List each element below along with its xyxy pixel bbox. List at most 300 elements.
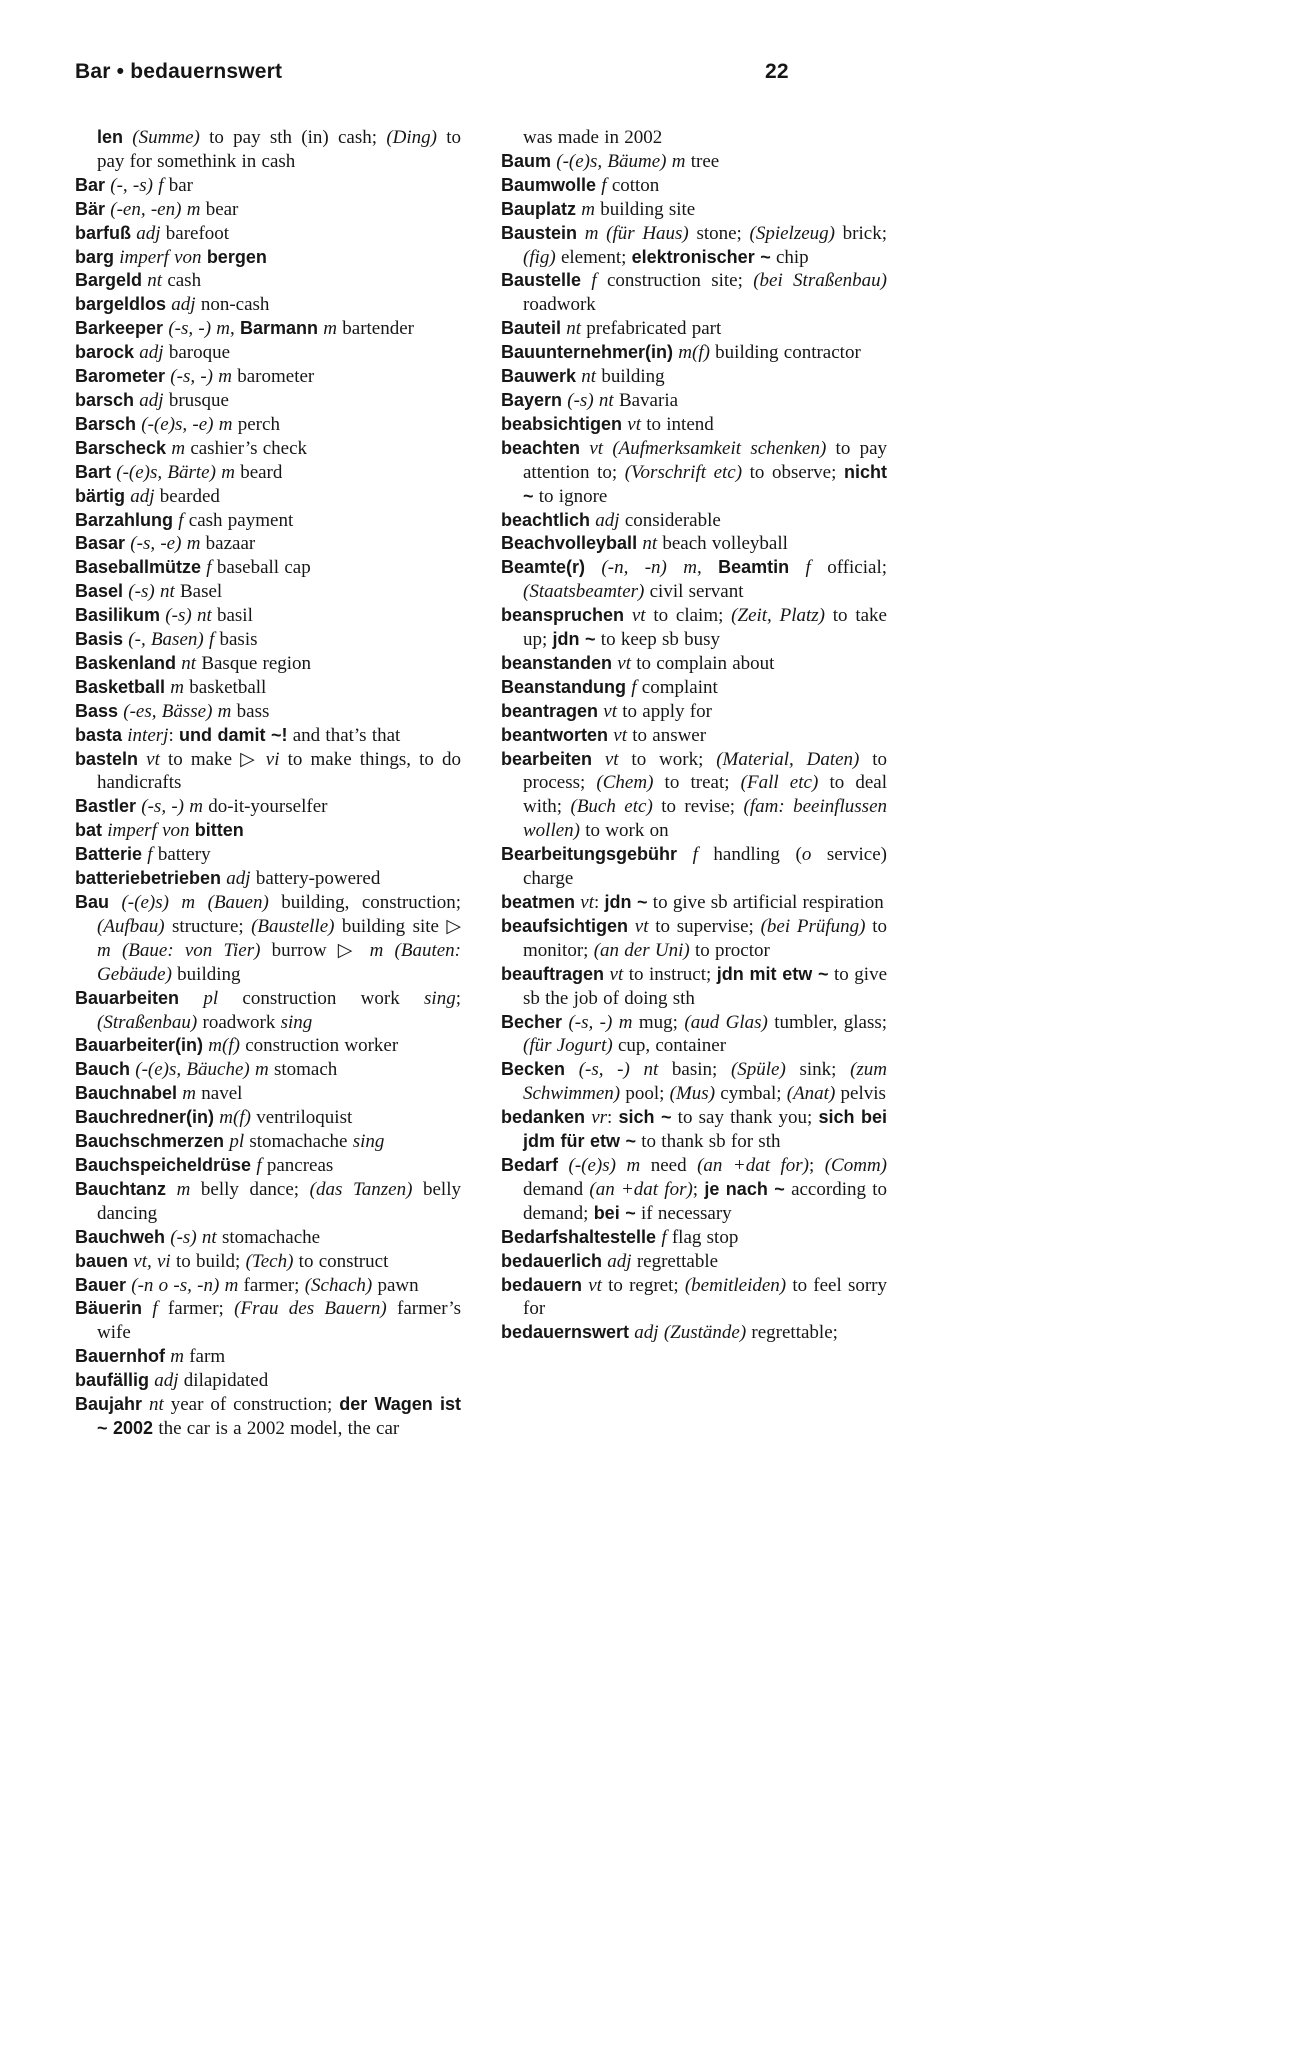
grammar-label: nt bbox=[181, 652, 197, 674]
dictionary-entry: Bauchweh (-s) nt stomachache bbox=[75, 1226, 321, 1248]
grammar-label: (-(e)s, Bärte) bbox=[116, 461, 216, 483]
grammar-label: m bbox=[221, 461, 235, 483]
dictionary-entry: Bauunternehmer(in) m(f) building contractor bbox=[501, 342, 861, 364]
dictionary-entry: basta interj: und damit ~! and that’s that bbox=[75, 724, 401, 746]
grammar-label: (Tech) bbox=[245, 1250, 294, 1272]
page-number: 22 bbox=[765, 60, 789, 83]
headword-or-bold-phrase: Basilikum bbox=[75, 605, 161, 626]
dictionary-entry: beabsichtigen vt to intend bbox=[501, 413, 714, 435]
dictionary-entry: Bau (-(e)s) m (Bauen) building, construction; (Aufbau) structure; (Baustelle) building site ▷ m (Baue: von Tier) burrow ▷ m (Bauten: Gebäude) building bbox=[75, 892, 462, 985]
grammar-label: (-s) bbox=[567, 389, 594, 411]
dictionary-entry: Bäuerin f farmer; (Frau des Bauern) farmer’s wife bbox=[75, 1298, 461, 1344]
headword-or-bold-phrase: und damit ~! bbox=[178, 724, 288, 745]
grammar-label: sing bbox=[352, 1131, 385, 1153]
headword-or-bold-phrase: bärtig bbox=[75, 485, 126, 506]
dictionary-entry: beatmen vt: jdn ~ to give sb artificial respiration bbox=[501, 892, 884, 913]
headword-or-bold-phrase: Becken bbox=[501, 1059, 566, 1080]
grammar-label: (fig) bbox=[523, 246, 556, 268]
headword-or-bold-phrase: bat bbox=[75, 820, 102, 841]
grammar-label: pl bbox=[203, 987, 219, 1009]
grammar-label: vt bbox=[603, 700, 617, 722]
grammar-label: m(f) bbox=[208, 1035, 240, 1057]
grammar-label: adj bbox=[595, 509, 620, 531]
grammar-label: (an +dat for) bbox=[697, 1154, 809, 1176]
dictionary-entry: beaufsichtigen vt to supervise; (bei Prüfung) to monitor; (an der Uni) to proctor bbox=[501, 915, 887, 961]
grammar-label: adj bbox=[226, 868, 251, 890]
headword-or-bold-phrase: Bart bbox=[75, 461, 112, 482]
dictionary-entry: Bedarf (-(e)s) m need (an +dat for); (Comm) demand (an +dat for); je nach ~ according to demand; bei ~ if necessary bbox=[501, 1154, 888, 1224]
dictionary-entry: baufällig adj dilapidated bbox=[75, 1370, 269, 1392]
grammar-label: nt bbox=[643, 1059, 659, 1081]
dictionary-entry: Bauchnabel m navel bbox=[75, 1083, 243, 1105]
grammar-label: m bbox=[584, 222, 599, 244]
headword-or-bold-phrase: Bargeld bbox=[75, 270, 143, 291]
grammar-label: vt bbox=[580, 892, 594, 913]
headword-or-bold-phrase: Bauchnabel bbox=[75, 1083, 178, 1104]
grammar-label: f bbox=[591, 270, 597, 292]
grammar-label: m bbox=[581, 198, 595, 220]
grammar-label: f bbox=[208, 629, 215, 651]
grammar-label: imperf von bbox=[119, 246, 202, 268]
headword-or-bold-phrase: Barscheck bbox=[75, 437, 167, 458]
headword-or-bold-phrase: Bar bbox=[75, 174, 106, 195]
headword-or-bold-phrase: Bass bbox=[75, 700, 119, 721]
grammar-label: m bbox=[216, 318, 230, 340]
headword-or-bold-phrase: Bayern bbox=[501, 389, 563, 410]
grammar-label: m bbox=[626, 1154, 641, 1176]
grammar-label: (Spielzeug) bbox=[749, 222, 835, 244]
grammar-label: o bbox=[801, 844, 812, 866]
grammar-label: m bbox=[176, 1178, 191, 1200]
dictionary-entry: Bauchschmerzen pl stomachache sing bbox=[75, 1131, 385, 1153]
headword-or-bold-phrase: Baustein bbox=[501, 222, 578, 243]
dictionary-entry bbox=[75, 246, 461, 270]
grammar-label: m bbox=[671, 150, 686, 172]
dictionary-entry: barock adj baroque bbox=[75, 342, 231, 364]
headword-or-bold-phrase: Bastler bbox=[75, 796, 137, 817]
grammar-label: (fam: beeinflussen wollen) bbox=[523, 796, 888, 842]
headword-or-bold-phrase: Barzahlung bbox=[75, 509, 174, 530]
headword-or-bold-phrase: beanstanden bbox=[501, 652, 613, 673]
guide-words: Bar • bedauernswert bbox=[75, 60, 283, 83]
grammar-label: f bbox=[692, 844, 698, 866]
dictionary-entry: barsch adj brusque bbox=[75, 389, 229, 411]
headword-or-bold-phrase: bei ~ bbox=[593, 1202, 636, 1223]
dictionary-entry: beantragen vt to apply for bbox=[501, 700, 712, 722]
headword-or-bold-phrase: beatmen bbox=[501, 892, 576, 912]
dictionary-entry: beanspruchen vt to claim; (Zeit, Platz) to take up; jdn ~ to keep sb busy bbox=[501, 605, 887, 651]
grammar-label: (Comm) bbox=[824, 1154, 888, 1176]
dictionary-entry: Bauer (-n o -s, -n) m farmer; (Schach) pawn bbox=[75, 1274, 419, 1296]
grammar-label: vt bbox=[617, 652, 631, 674]
grammar-label: (an der Uni) bbox=[593, 939, 690, 961]
dictionary-entry: Bauchtanz m belly dance; (das Tanzen) belly dancing bbox=[75, 1178, 461, 1224]
grammar-label: m bbox=[218, 413, 233, 435]
headword-or-bold-phrase: Baumwolle bbox=[501, 174, 597, 195]
headword-or-bold-phrase: Barometer bbox=[75, 366, 166, 387]
dictionary-entry: bärtig adj bearded bbox=[75, 485, 220, 507]
headword-or-bold-phrase: beachten bbox=[501, 437, 581, 458]
grammar-label: vt bbox=[613, 724, 627, 746]
grammar-label: f bbox=[178, 509, 184, 531]
headword-or-bold-phrase: Basketball bbox=[75, 676, 166, 697]
grammar-label: (Mus) bbox=[669, 1083, 716, 1105]
grammar-label: vr bbox=[591, 1107, 608, 1129]
dictionary-entry: Bär (-en, -en) m bear bbox=[75, 198, 239, 220]
headword-or-bold-phrase: Bauernhof bbox=[75, 1346, 165, 1367]
headword-or-bold-phrase: beantragen bbox=[501, 700, 599, 721]
grammar-label: nt bbox=[566, 318, 582, 340]
dictionary-entry: Baujahr nt year of construction; der Wagen ist ~ 2002 the car is a 2002 model, the car bbox=[75, 1394, 462, 1439]
dictionary-entry: Bauarbeiten pl construction work sing; (Straßenbau) roadwork sing bbox=[75, 987, 461, 1033]
headword-or-bold-phrase: Bauchspeicheldrüse bbox=[75, 1154, 252, 1175]
headword-or-bold-phrase: Bedarf bbox=[501, 1154, 559, 1175]
headword-or-bold-phrase: Basar bbox=[75, 533, 126, 554]
dictionary-entry: bedauerlich adj regrettable bbox=[501, 1250, 719, 1272]
headword-or-bold-phrase: barfuß bbox=[75, 222, 131, 243]
grammar-label: m(f) bbox=[219, 1107, 251, 1129]
dictionary-entry: Bargeld nt cash bbox=[75, 270, 202, 292]
headword-or-bold-phrase: Barkeeper bbox=[75, 318, 164, 339]
headword-or-bold-phrase: elektronischer ~ bbox=[631, 246, 771, 267]
headword-or-bold-phrase: beabsichtigen bbox=[501, 413, 623, 434]
headword-or-bold-phrase: Barmann bbox=[240, 318, 319, 339]
dictionary-entry: Barometer (-s, -) m barometer bbox=[75, 366, 315, 388]
grammar-label: vt bbox=[634, 915, 649, 937]
headword-or-bold-phrase: Bär bbox=[75, 198, 106, 219]
headword-or-bold-phrase: barg bbox=[75, 246, 115, 267]
grammar-label: (-, Basen) bbox=[128, 629, 204, 651]
dictionary-entry: beachten vt (Aufmerksamkeit schenken) to pay attention to; (Vorschrift etc) to observe; nicht ~ to ignore bbox=[501, 437, 888, 507]
grammar-label: (Fall etc) bbox=[740, 772, 819, 794]
grammar-label: m bbox=[189, 796, 203, 818]
headword-or-bold-phrase: bedauerlich bbox=[501, 1250, 603, 1271]
grammar-label: (aud Glas) bbox=[684, 1011, 768, 1033]
grammar-label: nt bbox=[642, 533, 658, 555]
headword-or-bold-phrase: bearbeiten bbox=[501, 748, 593, 769]
headword-or-bold-phrase: barsch bbox=[75, 389, 135, 410]
headword-or-bold-phrase: Beachvolleyball bbox=[501, 533, 638, 554]
headword-or-bold-phrase: Bau bbox=[75, 892, 110, 912]
dictionary-entry: Barscheck m cashier’s check bbox=[75, 437, 308, 459]
grammar-label: (Anat) bbox=[786, 1083, 836, 1105]
headword-or-bold-phrase: beaufsichtigen bbox=[501, 915, 629, 936]
headword-or-bold-phrase: jdn ~ bbox=[552, 629, 596, 650]
headword-or-bold-phrase: bauen bbox=[75, 1250, 129, 1271]
headword-or-bold-phrase: Bedarfshaltestelle bbox=[501, 1226, 657, 1247]
entry-continuation: was made in 2002 bbox=[523, 127, 663, 148]
grammar-label: (bemitleiden) bbox=[684, 1274, 787, 1296]
dictionary-entry: Bauchredner(in) m(f) ventriloquist bbox=[75, 1107, 353, 1129]
dictionary-entry: Baustein m (für Haus) stone; (Spielzeug) brick; (fig) element; elektronischer ~ chip bbox=[501, 222, 887, 268]
dictionary-entry: Barsch (-(e)s, -e) m perch bbox=[75, 413, 280, 435]
headword-or-bold-phrase: Basis bbox=[75, 629, 124, 650]
grammar-label: (das Tanzen) bbox=[309, 1178, 413, 1200]
headword-or-bold-phrase: Bauarbeiten bbox=[75, 987, 180, 1008]
grammar-label: (Schach) bbox=[304, 1274, 373, 1296]
dictionary-entry: Bauwerk nt building bbox=[501, 366, 665, 388]
grammar-label: f bbox=[147, 844, 153, 866]
grammar-label: (Summe) bbox=[132, 127, 200, 148]
dictionary-entry: Baumwolle f cotton bbox=[501, 174, 660, 196]
grammar-label: m bbox=[186, 533, 201, 555]
headword-or-bold-phrase: baufällig bbox=[75, 1370, 150, 1391]
dictionary-entry: Bass (-es, Bässe) m bass bbox=[75, 700, 270, 722]
grammar-label: f bbox=[152, 1298, 158, 1320]
dictionary-entry: Basketball m basketball bbox=[75, 676, 267, 698]
headword-or-bold-phrase: je nach ~ bbox=[704, 1178, 785, 1199]
dictionary-entry bbox=[75, 819, 461, 843]
dictionary-entry: Becher (-s, -) m mug; (aud Glas) tumbler, glass; (für Jogurt) cup, container bbox=[501, 1011, 888, 1057]
dictionary-entry: Baum (-(e)s, Bäume) m tree bbox=[501, 150, 720, 172]
headword-or-bold-phrase: Batterie bbox=[75, 844, 143, 865]
grammar-label: (Bauen) bbox=[207, 892, 269, 913]
grammar-label: imperf von bbox=[107, 820, 190, 842]
grammar-label: (bei Prüfung) bbox=[760, 915, 866, 937]
headword-or-bold-phrase: Bäuerin bbox=[75, 1298, 143, 1319]
dictionary-entry: Batterie f battery bbox=[75, 844, 211, 866]
dictionary-entry: Basel (-s) nt Basel bbox=[75, 581, 223, 603]
grammar-label: m bbox=[224, 1274, 239, 1296]
dictionary-entry: bedauernswert adj (Zustände) regrettable; bbox=[501, 1322, 838, 1344]
headword-or-bold-phrase: bedauernswert bbox=[501, 1322, 630, 1343]
headword-or-bold-phrase: barock bbox=[75, 342, 135, 363]
grammar-label: (-(e)s) bbox=[568, 1154, 616, 1176]
dictionary-entry: Bauch (-(e)s, Bäuche) m stomach bbox=[75, 1059, 338, 1081]
headword-or-bold-phrase: nicht ~ bbox=[523, 461, 887, 506]
dictionary-entry: Barzahlung f cash payment bbox=[75, 509, 294, 531]
dictionary-entry: basteln vt to make ▷ vi to make things, to do handicrafts bbox=[75, 748, 461, 794]
headword-or-bold-phrase: Basel bbox=[75, 581, 124, 602]
grammar-label: (Bauten: Gebäude) bbox=[97, 939, 462, 985]
grammar-label: adj bbox=[139, 342, 164, 364]
grammar-label: adj bbox=[171, 294, 196, 316]
grammar-label: sing bbox=[424, 987, 456, 1009]
headword-or-bold-phrase: sich ~ bbox=[618, 1107, 672, 1128]
headword-or-bold-phrase: Beamtin bbox=[718, 557, 790, 578]
grammar-label: m bbox=[683, 557, 697, 579]
grammar-label: (-s, -) bbox=[568, 1011, 613, 1033]
grammar-label: f bbox=[805, 557, 811, 579]
grammar-label: adj bbox=[634, 1322, 659, 1344]
left-column bbox=[75, 126, 461, 1441]
headword-or-bold-phrase: basta bbox=[75, 724, 123, 745]
dictionary-entry: bauen vt, vi to build; (Tech) to construct bbox=[75, 1250, 389, 1272]
dictionary-entry: beantworten vt to answer bbox=[501, 724, 707, 746]
dictionary-entry: Bastler (-s, -) m do-it-yourselfer bbox=[75, 796, 328, 818]
grammar-label: m bbox=[181, 892, 196, 913]
grammar-label: (-s, -) bbox=[141, 796, 184, 818]
dictionary-entry: Bar (-, -s) f bar bbox=[75, 174, 194, 196]
grammar-label: adj bbox=[130, 485, 155, 507]
grammar-label: interj bbox=[127, 724, 169, 746]
grammar-label: nt bbox=[159, 581, 175, 603]
dictionary-entry: Bauchspeicheldrüse f pancreas bbox=[75, 1154, 334, 1176]
grammar-label: (-en, -en) bbox=[110, 198, 182, 220]
grammar-label: (Ding) bbox=[386, 127, 437, 148]
grammar-label: (für Jogurt) bbox=[523, 1035, 613, 1057]
headword-or-bold-phrase: Baum bbox=[501, 150, 552, 171]
dictionary-entry: Basis (-, Basen) f basis bbox=[75, 629, 258, 651]
headword-or-bold-phrase: Baseballmütze bbox=[75, 557, 202, 578]
grammar-label: nt bbox=[201, 1226, 217, 1248]
grammar-label: f bbox=[158, 174, 164, 196]
headword-or-bold-phrase: beantworten bbox=[501, 724, 609, 745]
grammar-label: vt bbox=[604, 748, 619, 770]
grammar-label: (Baustelle) bbox=[251, 915, 335, 937]
dictionary-entry: Bedarfshaltestelle f flag stop bbox=[501, 1226, 739, 1248]
grammar-label: (-s) bbox=[128, 581, 155, 603]
dictionary-entry: batteriebetrieben adj battery-powered bbox=[75, 868, 381, 890]
grammar-label: (-es, Bässe) bbox=[123, 700, 213, 722]
headword-or-bold-phrase: Baujahr bbox=[75, 1394, 143, 1415]
grammar-label: nt bbox=[196, 605, 212, 627]
grammar-label: adj bbox=[136, 222, 161, 244]
dictionary-entry: beanstanden vt to complain about bbox=[501, 652, 775, 674]
grammar-label: (-(e)s, -e) bbox=[141, 413, 214, 435]
grammar-label: (Chem) bbox=[596, 772, 654, 794]
headword-or-bold-phrase: Bauchtanz bbox=[75, 1178, 167, 1199]
grammar-label: vt bbox=[631, 605, 646, 627]
grammar-label: (Straßenbau) bbox=[97, 1011, 198, 1033]
grammar-label: sing bbox=[280, 1011, 313, 1033]
grammar-label: (Baue: von Tier) bbox=[121, 939, 261, 961]
grammar-label: (Zeit, Platz) bbox=[731, 605, 825, 627]
dictionary-entry: Basilikum (-s) nt basil bbox=[75, 605, 253, 627]
headword-or-bold-phrase: Bauarbeiter(in) bbox=[75, 1035, 204, 1056]
grammar-label: m bbox=[170, 676, 185, 698]
grammar-label: adj bbox=[139, 389, 164, 411]
grammar-label: m bbox=[186, 198, 201, 220]
dictionary-entry: Beamte(r) (-n, -n) m, Beamtin f official; (Staatsbeamter) civil servant bbox=[501, 557, 888, 603]
dictionary-entry: Becken (-s, -) nt basin; (Spüle) sink; (zum Schwimmen) pool; (Mus) cymbal; (Anat) pelvis bbox=[501, 1059, 888, 1105]
grammar-label: (Vorschrift etc) bbox=[624, 461, 743, 483]
headword-or-bold-phrase: der Wagen ist ~ 2002 bbox=[97, 1394, 462, 1438]
headword-or-bold-phrase: bergen bbox=[206, 246, 267, 267]
grammar-label: (-, -s) bbox=[110, 174, 153, 196]
headword-or-bold-phrase: Becher bbox=[501, 1011, 563, 1032]
grammar-label: (-n, -n) bbox=[601, 557, 667, 579]
grammar-label: f bbox=[631, 676, 637, 698]
grammar-label: vt bbox=[588, 1274, 602, 1296]
dictionary-entry: Baskenland nt Basque region bbox=[75, 652, 312, 674]
grammar-label: adj bbox=[154, 1370, 179, 1392]
headword-or-bold-phrase: Bauwerk bbox=[501, 366, 577, 387]
dictionary-entry: Bauernhof m farm bbox=[75, 1346, 226, 1368]
grammar-label: (bei Straßenbau) bbox=[753, 270, 887, 292]
headword-or-bold-phrase: jdn mit etw ~ bbox=[716, 963, 829, 984]
grammar-label: nt bbox=[147, 270, 163, 292]
grammar-label: m bbox=[218, 366, 232, 388]
grammar-label: m bbox=[254, 1059, 269, 1081]
dictionary-entry: Baustelle f construction site; (bei Straßenbau) roadwork bbox=[501, 270, 887, 316]
dictionary-entry: bargeldlos adj non-cash bbox=[75, 294, 270, 316]
headword-or-bold-phrase: beanspruchen bbox=[501, 605, 625, 626]
grammar-label: m bbox=[182, 1083, 197, 1105]
dictionary-entry: Beanstandung f complaint bbox=[501, 676, 718, 698]
grammar-label: nt bbox=[598, 389, 614, 411]
grammar-label: (Spüle) bbox=[730, 1059, 786, 1081]
grammar-label: (Buch etc) bbox=[570, 796, 653, 818]
grammar-label: (für Haus) bbox=[606, 222, 689, 244]
grammar-label: vt, vi bbox=[133, 1250, 171, 1272]
headword-or-bold-phrase: Baskenland bbox=[75, 652, 177, 673]
headword-or-bold-phrase: bedauern bbox=[501, 1274, 583, 1295]
dictionary-entry: bedanken vr: sich ~ to say thank you; sich bei jdm für etw ~ to thank sb for sth bbox=[501, 1107, 887, 1153]
dictionary-entry: Bauarbeiter(in) m(f) construction worker bbox=[75, 1035, 399, 1057]
headword-or-bold-phrase: beachtlich bbox=[501, 509, 591, 530]
headword-or-bold-phrase: Bearbeitungsgebühr bbox=[501, 844, 678, 865]
grammar-label: (-(e)s) bbox=[121, 892, 169, 913]
grammar-label: (Aufbau) bbox=[97, 915, 165, 937]
grammar-label: m(f) bbox=[678, 342, 710, 364]
grammar-label: vt bbox=[146, 748, 160, 770]
headword-or-bold-phrase: Baustelle bbox=[501, 270, 582, 291]
grammar-label: (zum Schwimmen) bbox=[523, 1059, 888, 1105]
headword-or-bold-phrase: bitten bbox=[194, 820, 244, 841]
grammar-label: f bbox=[256, 1154, 262, 1176]
grammar-label: m bbox=[170, 1346, 184, 1368]
grammar-label: vt bbox=[627, 413, 641, 435]
headword-or-bold-phrase: Bauplatz bbox=[501, 198, 577, 219]
grammar-label: (-s, -) bbox=[170, 366, 213, 388]
grammar-label: m bbox=[618, 1011, 633, 1033]
grammar-label: (-(e)s, Bäuche) bbox=[135, 1059, 250, 1081]
grammar-label: (Material, Daten) bbox=[716, 748, 860, 770]
grammar-label: (-(e)s, Bäume) bbox=[556, 150, 667, 172]
headword-or-bold-phrase: Bauchschmerzen bbox=[75, 1131, 225, 1152]
dictionary-entry: Bearbeitungsgebühr f handling (o service) charge bbox=[501, 844, 887, 890]
dictionary-entry: Barkeeper (-s, -) m, Barmann m bartender bbox=[75, 318, 414, 340]
text-columns bbox=[75, 126, 887, 1441]
grammar-label: nt bbox=[148, 1394, 164, 1416]
grammar-label: (an +dat for) bbox=[589, 1178, 693, 1200]
dictionary-entry: Basar (-s, -e) m bazaar bbox=[75, 533, 256, 555]
grammar-label: m bbox=[323, 318, 338, 340]
headword-or-bold-phrase: Bauch bbox=[75, 1059, 131, 1080]
dictionary-entry: bearbeiten vt to work; (Material, Daten) to process; (Chem) to treat; (Fall etc) to deal with; (Buch etc) to revise; (fam: beeinflussen wollen) to work on bbox=[501, 748, 888, 842]
grammar-label: m bbox=[171, 437, 186, 459]
headword-or-bold-phrase: Bauchredner(in) bbox=[75, 1107, 215, 1128]
headword-or-bold-phrase: beauftragen bbox=[501, 963, 605, 984]
headword-or-bold-phrase: Beanstandung bbox=[501, 676, 627, 697]
headword-or-bold-phrase: Bauteil bbox=[501, 318, 562, 339]
grammar-label: m bbox=[217, 700, 232, 722]
headword-or-bold-phrase: bargeldlos bbox=[75, 294, 167, 315]
grammar-label: (-s, -) bbox=[168, 318, 212, 340]
headword-or-bold-phrase: Barsch bbox=[75, 413, 137, 434]
entry-continuation: len (Summe) to pay sth (in) cash; (Ding) to pay for somethink in cash bbox=[97, 127, 462, 172]
dictionary-entry: barfuß adj barefoot bbox=[75, 222, 230, 244]
grammar-label: (-s) bbox=[170, 1226, 197, 1248]
headword-or-bold-phrase: len bbox=[97, 127, 124, 147]
grammar-label: (Aufmerksamkeit schenken) bbox=[612, 437, 827, 459]
headword-or-bold-phrase: batteriebetrieben bbox=[75, 868, 222, 889]
grammar-label: (-n o -s, -n) bbox=[131, 1274, 220, 1296]
dictionary-entry: Baseballmütze f baseball cap bbox=[75, 557, 311, 579]
grammar-label: (Frau des Bauern) bbox=[234, 1298, 387, 1320]
grammar-label: m bbox=[369, 939, 384, 961]
grammar-label: (-s, -) bbox=[578, 1059, 630, 1081]
grammar-label: adj bbox=[607, 1250, 632, 1272]
dictionary-entry: Bart (-(e)s, Bärte) m beard bbox=[75, 461, 283, 483]
grammar-label: vt bbox=[609, 963, 624, 985]
grammar-label: nt bbox=[581, 366, 597, 388]
grammar-label: (Staatsbeamter) bbox=[523, 581, 645, 603]
headword-or-bold-phrase: jdn ~ bbox=[604, 892, 648, 912]
headword-or-bold-phrase: bedanken bbox=[501, 1107, 586, 1128]
grammar-label: m bbox=[97, 939, 111, 961]
